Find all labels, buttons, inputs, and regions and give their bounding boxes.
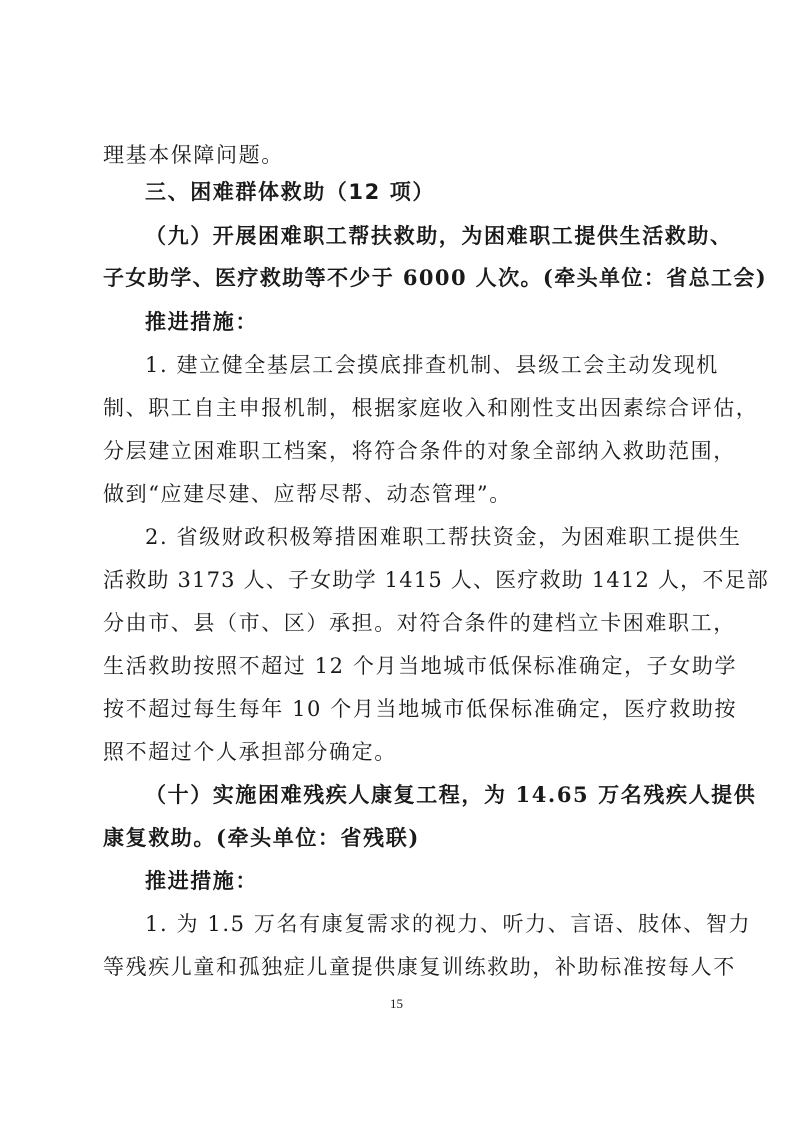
paragraph-line: 制、职工自主申报机制，根据家庭收入和刚性支出因素综合评估， [103,396,759,420]
paragraph-line: 活救助 3173 人、子女助学 1415 人、医疗救助 1412 人，不足部 [103,568,769,592]
paragraph-line: 1. 为 1.5 万名有康复需求的视力、听力、言语、肢体、智力 [145,912,752,936]
measures-label: 推进措施： [145,309,258,334]
paragraph-line: 2. 省级财政积极筹措困难职工帮扶资金，为困难职工提供生 [145,525,742,549]
paragraph-line: 做到“应建尽建、应帮尽帮、动态管理”。 [103,482,512,506]
item-heading-9: （九）开展困难职工帮扶救助，为困难职工提供生活救助、 [145,223,733,248]
paragraph-line: 照不超过个人承担部分确定。 [103,740,397,764]
paragraph-line: 按不超过每生每年 10 个月当地城市低保标准确定，医疗救助按 [103,697,738,721]
paragraph-line: 分层建立困难职工档案，将符合条件的对象全部纳入救助范围， [103,439,736,463]
section-heading: 三、困难群体救助（12 项） [145,180,435,204]
paragraph-line: 生活救助按照不超过 12 个月当地城市低保标准确定，子女助学 [103,654,738,678]
text-line-continuation: 理基本保障问题。 [103,143,284,167]
measures-label: 推进措施： [145,868,258,893]
paragraph-line: 1. 建立健全基层工会摸底排查机制、县级工会主动发现机 [145,353,719,377]
paragraph-line: 等残疾儿童和孤独症儿童提供康复训练救助，补助标准按每人不 [103,955,736,979]
item-heading-10-cont: 康复救助。(牵头单位：省残联) [103,825,420,850]
page-number: 15 [390,996,403,1011]
item-heading-9-cont: 子女助学、医疗救助等不少于 6000 人次。(牵头单位：省总工会) [103,265,768,290]
item-heading-10: （十）实施困难残疾人康复工程，为 14.65 万名残疾人提供 [145,782,757,807]
paragraph-line: 分由市、县（市、区）承担。对符合条件的建档立卡困难职工， [103,611,736,635]
